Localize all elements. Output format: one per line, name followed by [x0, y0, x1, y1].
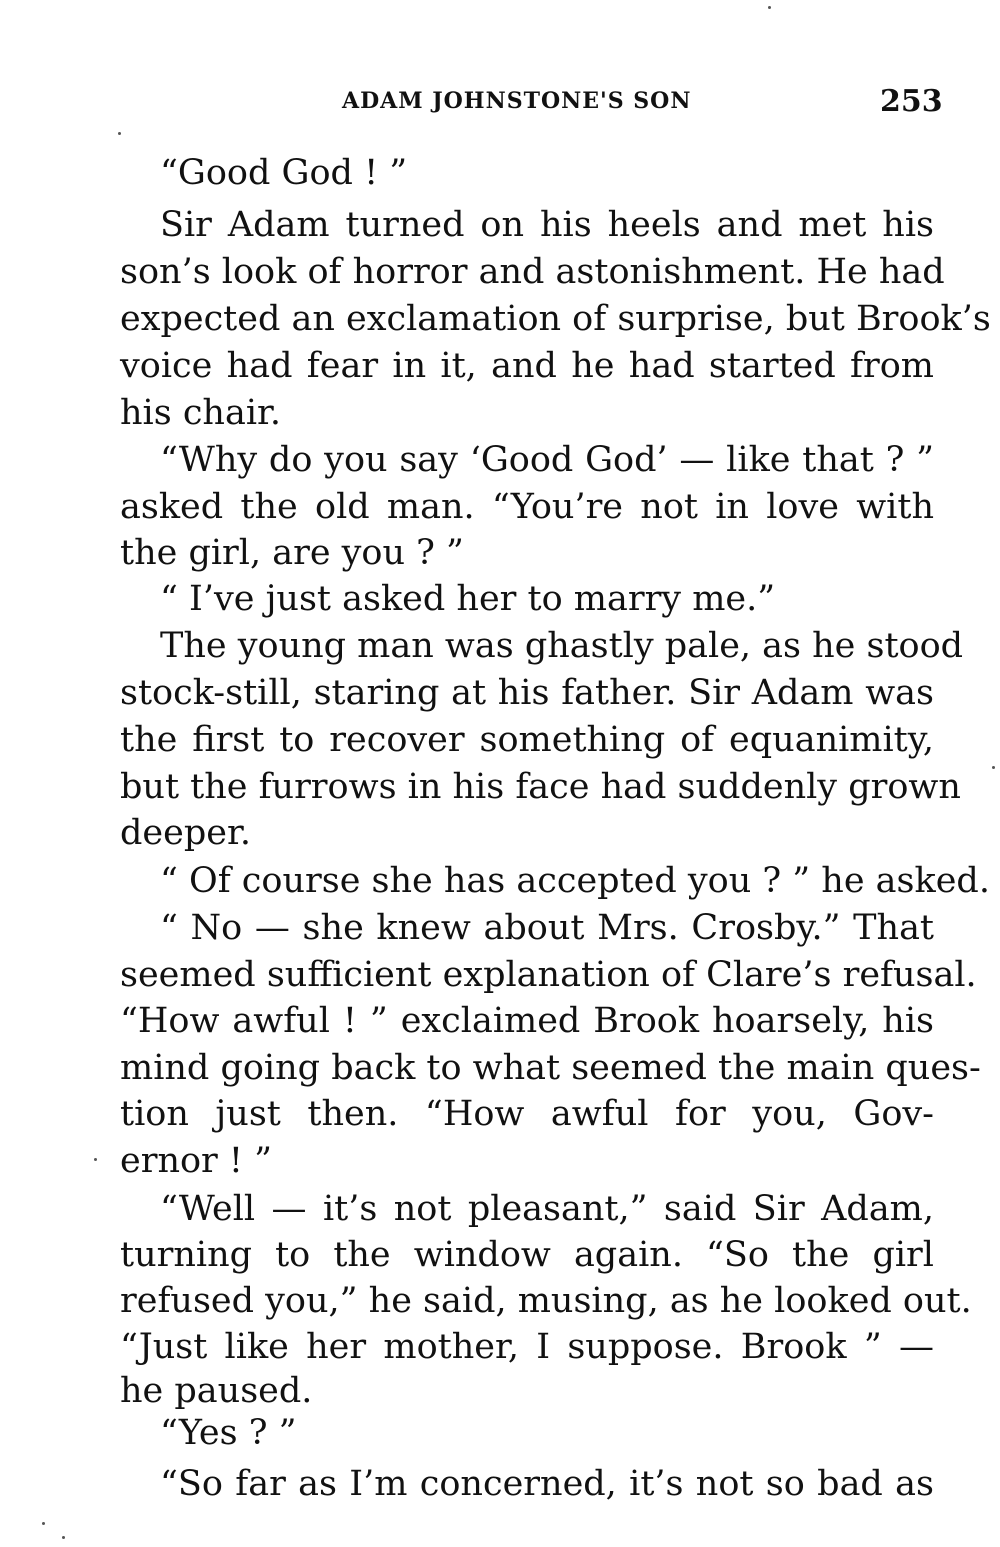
text-line: the girl, are you ? ” [120, 533, 464, 573]
text-line: “How awful ! ” exclaimed Brook hoarsely, his [120, 1001, 934, 1041]
text-line: “Why do you say ‘Good God’ — like that ? ” [160, 440, 934, 480]
text-line: he paused. [120, 1371, 313, 1411]
text-line: tion just then. “How awful for you, Gov- [120, 1094, 934, 1134]
scan-speck [118, 132, 121, 135]
text-line: turning to the window again. “So the girl [120, 1235, 934, 1275]
text-line: “ I’ve just asked her to marry me.” [160, 579, 776, 619]
text-line: “Well — it’s not pleasant,” said Sir Adam, [160, 1189, 934, 1229]
text-line: asked the old man. “You’re not in love with [120, 487, 934, 527]
text-line: deeper. [120, 813, 251, 853]
text-line: but the furrows in his face had suddenly grown [120, 767, 961, 807]
text-line: “ No — she knew about Mrs. Crosby.” That [160, 908, 934, 948]
scan-speck [992, 766, 995, 769]
text-line: voice had fear in it, and he had started from [120, 346, 934, 386]
text-line: ernor ! ” [120, 1141, 272, 1181]
text-line: “ Of course she has accepted you ? ” he asked. [160, 861, 990, 901]
text-line: “Good God ! ” [160, 153, 408, 193]
scan-speck [42, 1522, 45, 1525]
text-line: stock-still, staring at his father. Sir Adam was [120, 673, 934, 713]
text-line: Sir Adam turned on his heels and met his [160, 205, 934, 245]
page-number: 253 [880, 84, 943, 119]
text-line: mind going back to what seemed the main ques- [120, 1048, 981, 1088]
text-line: seemed sufficient explanation of Clare’s refusal. [120, 955, 977, 995]
scan-speck [62, 1536, 65, 1539]
text-line: the first to recover something of equanimity, [120, 720, 934, 760]
text-line: “Just like her mother, I suppose. Brook ” — [120, 1327, 934, 1367]
text-line: his chair. [120, 393, 282, 433]
text-line: “Yes ? ” [160, 1413, 297, 1453]
text-line: refused you,” he said, musing, as he looked out. [120, 1281, 972, 1321]
running-title: ADAM JOHNSTONE'S SON [342, 88, 692, 114]
text-line: The young man was ghastly pale, as he stood [160, 626, 964, 666]
text-line: “So far as I’m concerned, it’s not so bad as [160, 1464, 934, 1504]
scan-speck [768, 6, 771, 9]
text-line: son’s look of horror and astonishment. He had [120, 252, 945, 292]
scan-speck [94, 1158, 97, 1161]
text-line: expected an exclamation of surprise, but Brook’s [120, 299, 991, 339]
